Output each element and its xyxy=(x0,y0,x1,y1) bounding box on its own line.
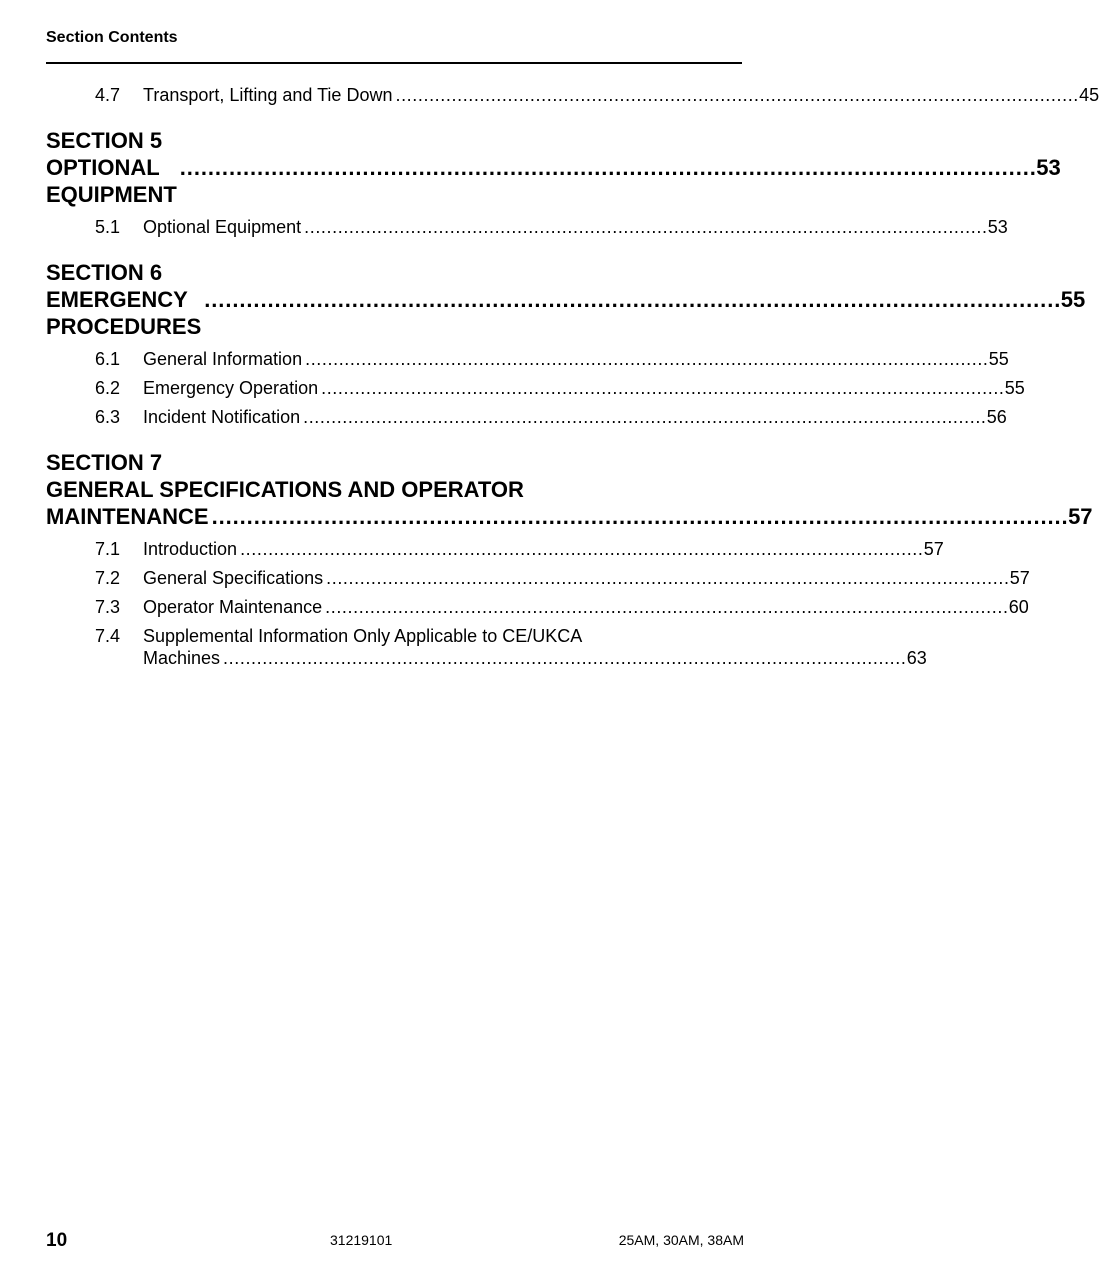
section-page: 55 xyxy=(1060,287,1086,312)
footer-document-number: 31219101 xyxy=(330,1232,393,1248)
toc-entry-number: 6.2 xyxy=(95,378,121,398)
section-title: MAINTENANCE xyxy=(46,504,209,529)
page-header xyxy=(46,28,742,64)
toc-entry-number: 6.3 xyxy=(95,407,121,427)
section-label: SECTION 7 xyxy=(46,450,163,475)
toc-entry-6-2[interactable] xyxy=(46,377,1025,406)
table-of-contents xyxy=(46,84,1099,669)
dot-leader xyxy=(223,647,904,669)
toc-entry-6-1[interactable] xyxy=(46,348,1009,377)
dot-leader xyxy=(321,377,1002,399)
toc-entry-title: Introduction xyxy=(143,539,238,559)
section-page: 53 xyxy=(1036,155,1061,180)
dot-leader xyxy=(180,154,1034,181)
section-label: SECTION 5 xyxy=(46,128,163,153)
footer-models: 25AM, 30AM, 38AM xyxy=(618,1232,744,1248)
toc-entry-page: 55 xyxy=(988,349,1009,369)
footer-page-number: 10 xyxy=(46,1230,68,1251)
toc-section-5 xyxy=(46,127,1061,208)
toc-entry-page: 63 xyxy=(906,648,927,668)
toc-entry-number: 7.2 xyxy=(95,568,121,588)
dot-leader xyxy=(240,538,921,560)
toc-entry-6-3[interactable] xyxy=(46,406,1007,435)
toc-entry-page: 55 xyxy=(1004,378,1025,398)
toc-entry-7-3[interactable] xyxy=(46,596,1029,625)
toc-entry-title: General Specifications xyxy=(143,568,324,588)
section-title-line1: GENERAL SPECIFICATIONS AND OPERATOR xyxy=(46,477,524,502)
toc-entry-title: General Information xyxy=(143,349,303,369)
toc-entry-page: 57 xyxy=(1009,568,1030,588)
toc-entry-number: 6.1 xyxy=(95,349,121,369)
toc-section-7-heading[interactable] xyxy=(46,503,1093,530)
toc-section-7 xyxy=(46,449,1093,530)
toc-entry-5-1[interactable] xyxy=(46,216,1008,245)
dot-leader xyxy=(304,216,985,238)
toc-entry-title-line2 xyxy=(143,647,927,669)
toc-entry-title: Operator Maintenance xyxy=(143,597,323,617)
section-page: 57 xyxy=(1068,504,1093,529)
page-footer xyxy=(46,1230,744,1254)
toc-entry-number: 7.4 xyxy=(95,626,121,646)
toc-entry-4-7[interactable] xyxy=(46,84,1099,113)
toc-section-6-heading[interactable] xyxy=(46,286,1086,340)
toc-section-6 xyxy=(46,259,1086,340)
toc-entry-title: Transport, Lifting and Tie Down xyxy=(143,85,393,105)
dot-leader xyxy=(395,84,1076,106)
dot-leader xyxy=(204,286,1058,313)
toc-entry-title: Emergency Operation xyxy=(143,378,319,398)
toc-entry-7-2[interactable] xyxy=(46,567,1030,596)
toc-entry-page: 53 xyxy=(987,217,1008,237)
toc-section-5-heading[interactable] xyxy=(46,154,1061,208)
section-title: EMERGENCY PROCEDURES xyxy=(46,287,202,339)
toc-entry-page: 60 xyxy=(1008,597,1029,617)
toc-entry-7-4[interactable] xyxy=(46,625,927,669)
toc-entry-title-block xyxy=(143,625,927,669)
toc-entry-number: 7.1 xyxy=(95,539,121,559)
toc-entry-page: 45 xyxy=(1079,85,1099,105)
toc-entry-title: Incident Notification xyxy=(143,407,301,427)
dot-leader xyxy=(303,406,984,428)
header-rule xyxy=(46,62,742,64)
section-title: OPTIONAL EQUIPMENT xyxy=(46,155,177,207)
toc-entry-number: 5.1 xyxy=(95,217,121,237)
dot-leader xyxy=(212,503,1066,530)
toc-entry-7-1[interactable] xyxy=(46,538,944,567)
toc-entry-title: Supplemental Information Only Applicable to CE/UKCA xyxy=(143,626,583,646)
section-label: SECTION 6 xyxy=(46,260,163,285)
dot-leader xyxy=(326,567,1007,589)
toc-entry-title: Optional Equipment xyxy=(143,217,302,237)
dot-leader xyxy=(305,348,986,370)
header-title: Section Contents xyxy=(46,29,178,46)
toc-entry-title-continued: Machines xyxy=(143,648,221,668)
toc-entry-number: 7.3 xyxy=(95,597,121,617)
toc-entry-page: 57 xyxy=(923,539,944,559)
toc-entry-number: 4.7 xyxy=(95,85,121,105)
dot-leader xyxy=(325,596,1006,618)
toc-entry-page: 56 xyxy=(986,407,1007,427)
